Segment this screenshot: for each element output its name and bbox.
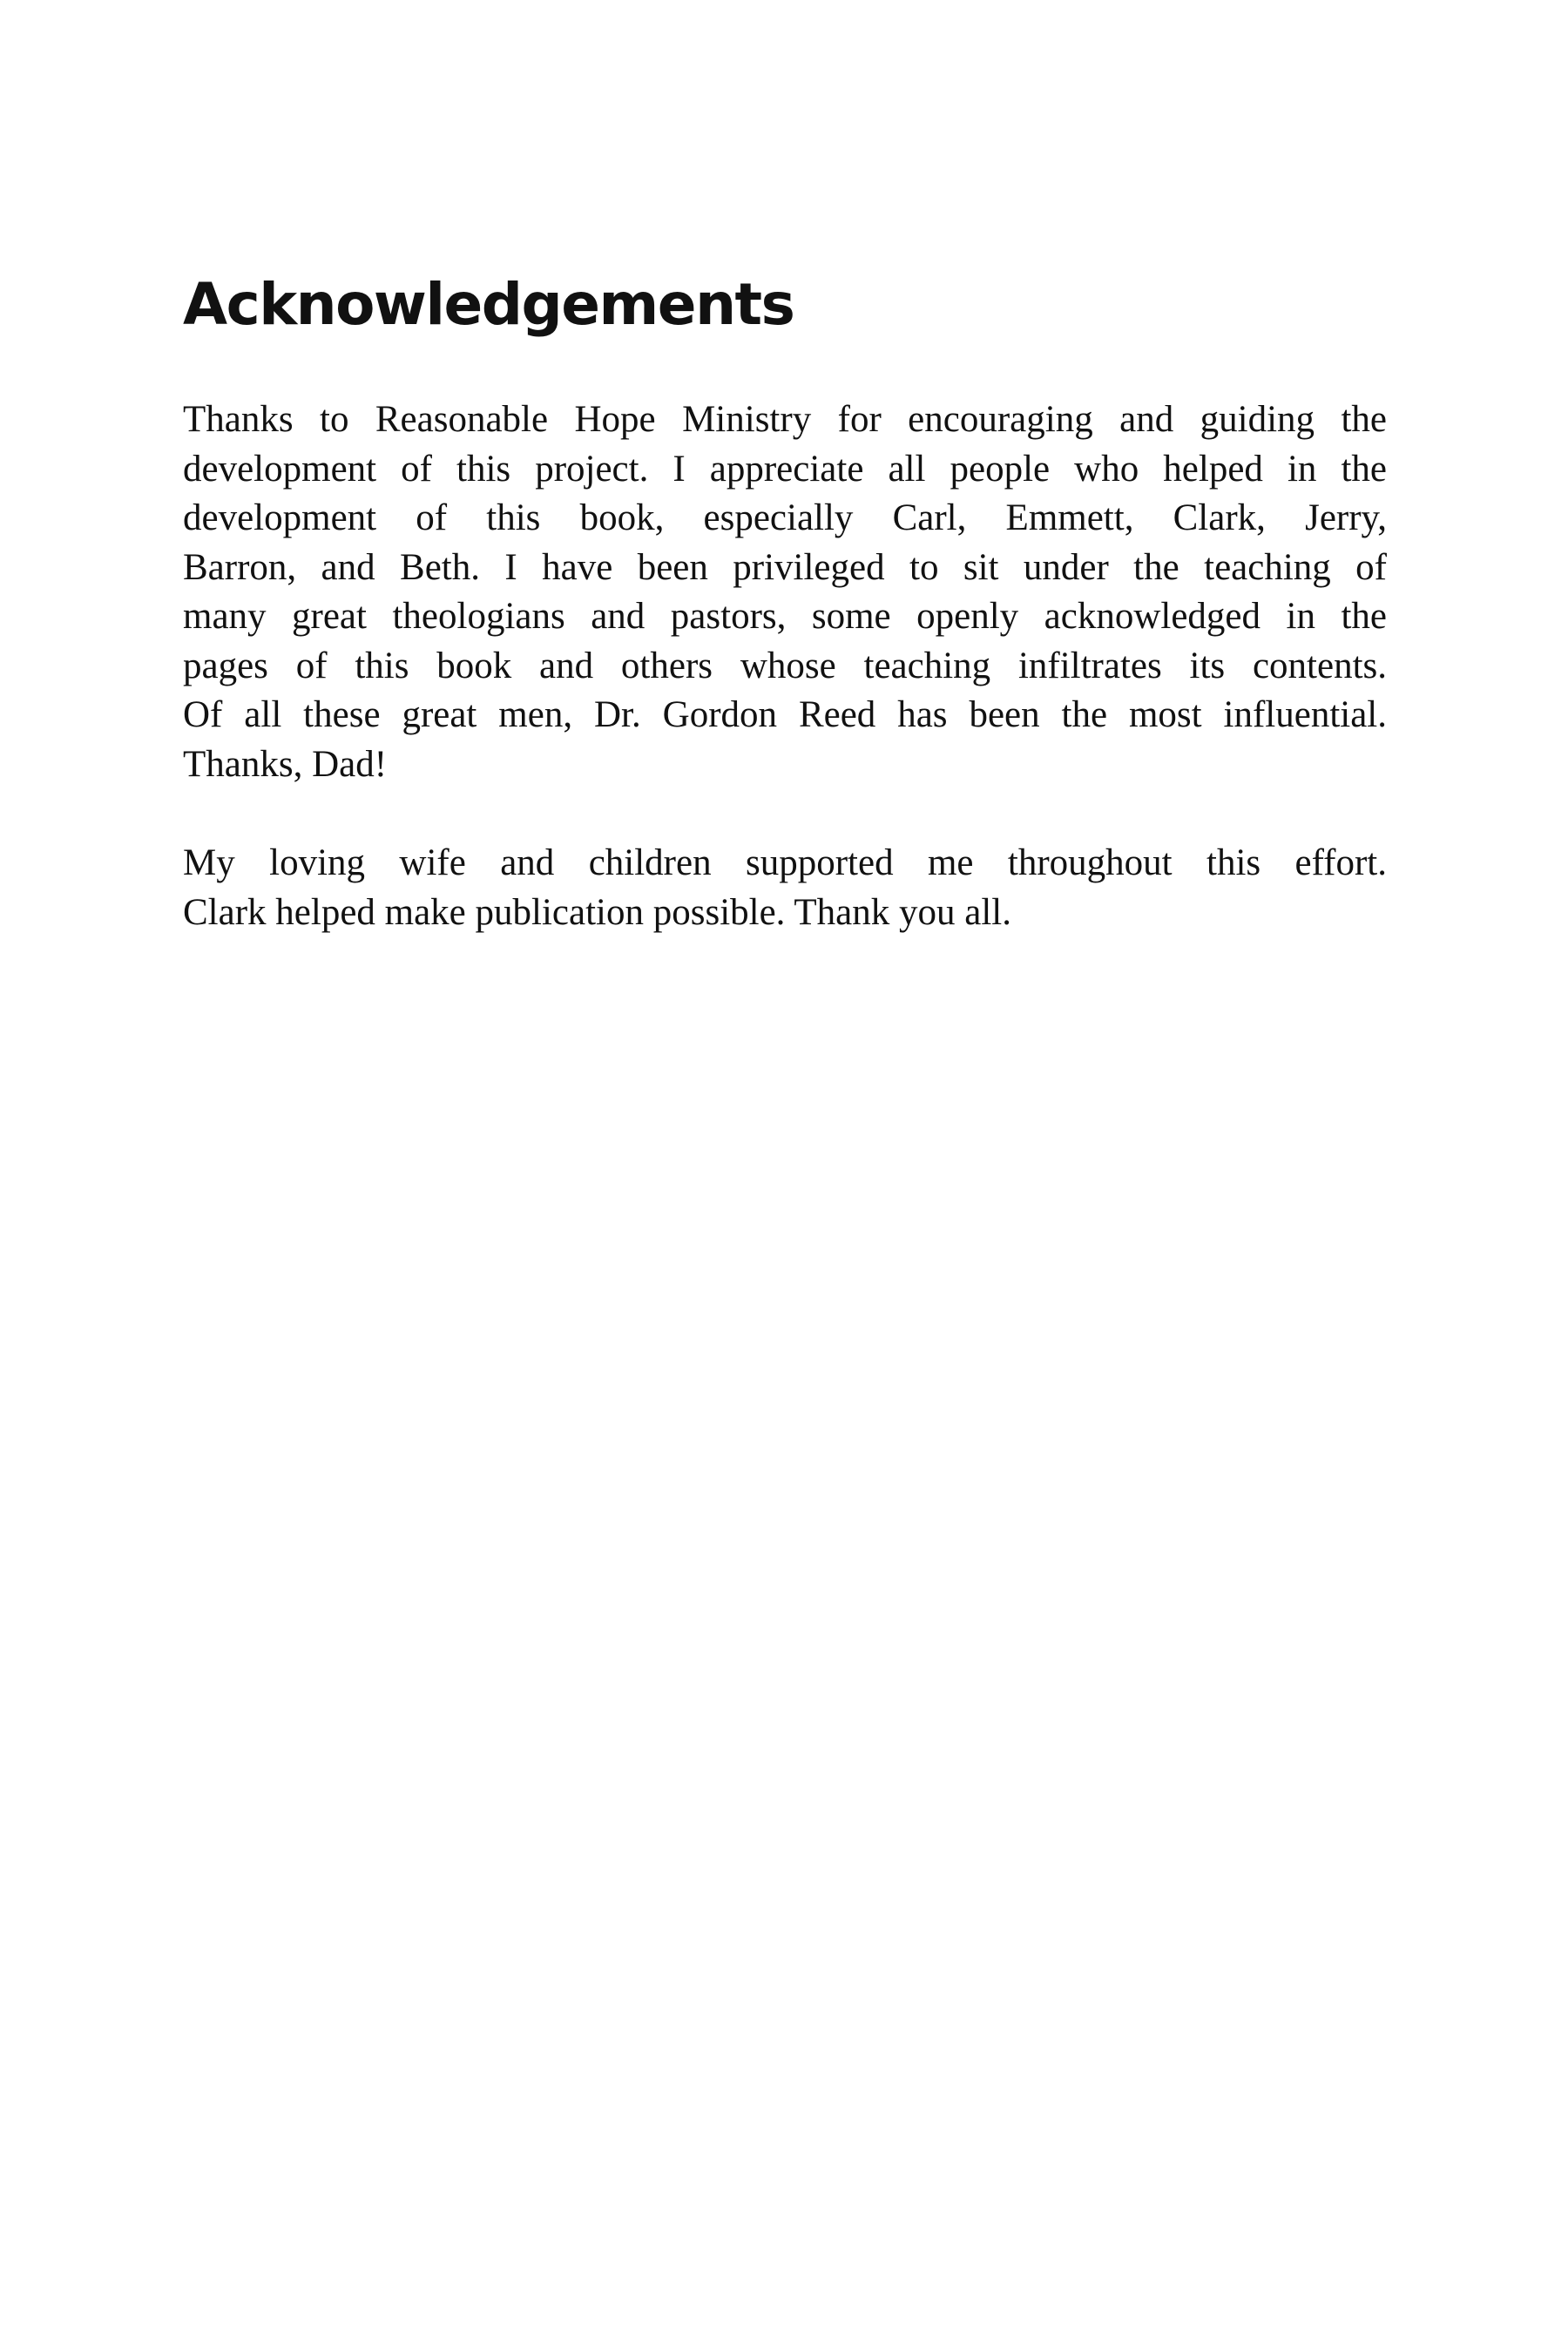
text-line: development of this project. I appreciate all people who helped in the	[183, 448, 1387, 490]
text-line: many great theologians and pastors, some openly acknowledged in the	[183, 596, 1387, 637]
acknowledgement-paragraph-2	[183, 839, 1387, 937]
page-title: Acknowledgements	[183, 271, 794, 338]
text-line: Thanks to Reasonable Hope Ministry for encouraging and guiding the	[183, 399, 1387, 440]
text-line: pages of this book and others whose teaching infiltrates its contents.	[183, 645, 1387, 686]
text-line: development of this book, especially Carl, Emmett, Clark, Jerry,	[183, 497, 1387, 538]
text-line: Thanks, Dad!	[183, 743, 388, 785]
text-line: Clark helped make publication possible. Thank you all.	[183, 891, 1011, 933]
text-line: Of all these great men, Dr. Gordon Reed has been the most influential.	[183, 694, 1387, 735]
text-line: My loving wife and children supported me throughout this effort.	[183, 842, 1387, 883]
acknowledgement-paragraph-1	[183, 395, 1387, 789]
text-line: Barron, and Beth. I have been privileged to sit under the teaching of	[183, 546, 1387, 588]
